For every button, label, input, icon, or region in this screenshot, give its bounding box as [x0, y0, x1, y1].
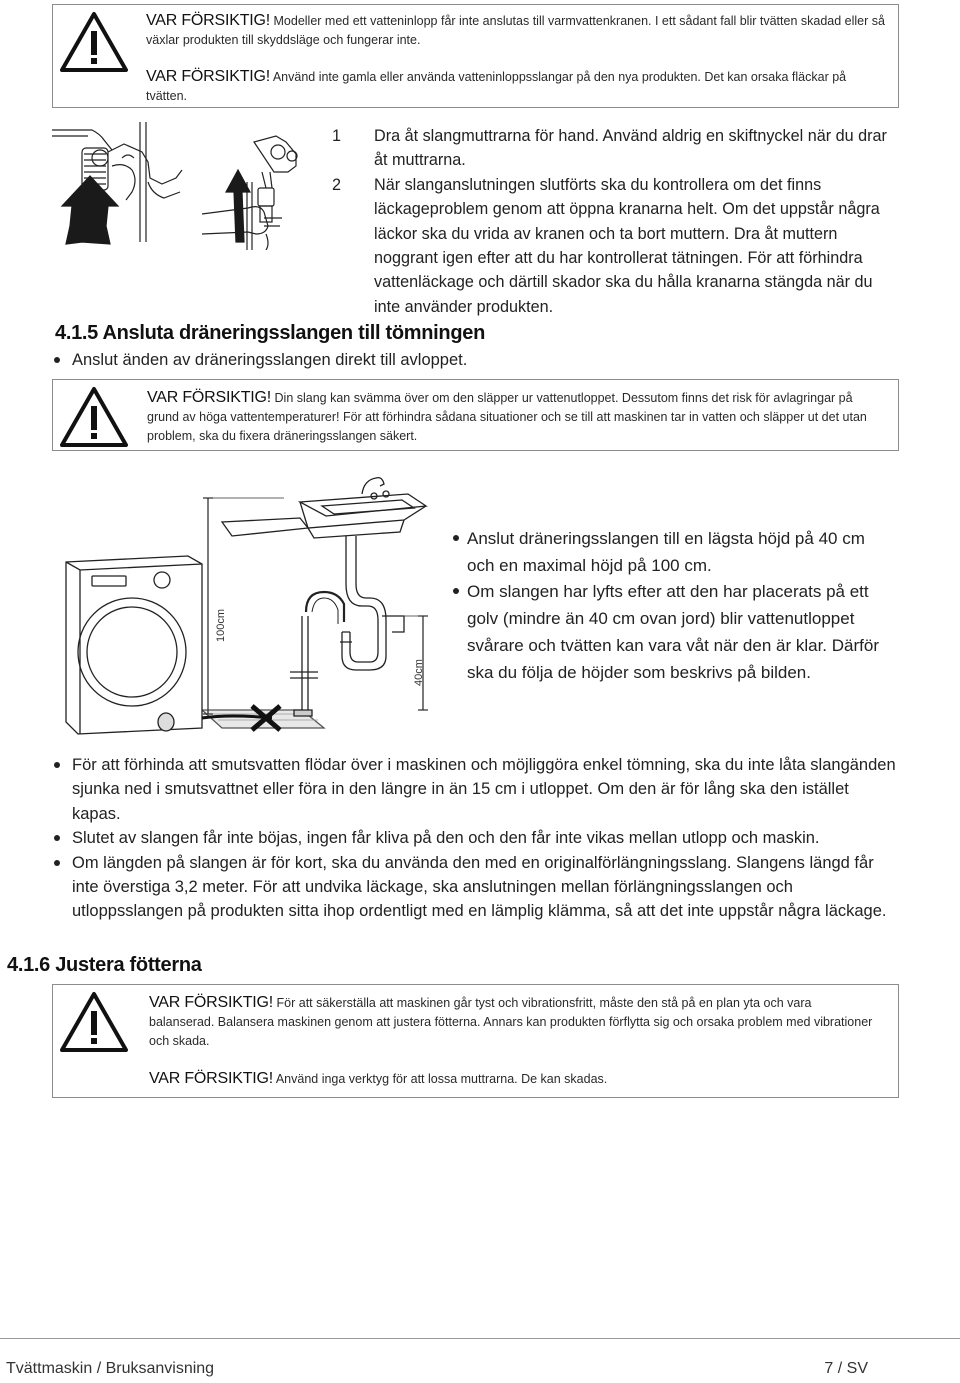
section-heading-4-1-5: 4.1.5 Ansluta dräneringsslangen till tömningen — [55, 322, 485, 344]
step-text: När slanganslutningen slutförts ska du kontrollera om det finns läckageproblem genom att öppna kranarna helt. Om det uppstår några läckor ska du vrida av kranen och ta bort muttern. Dra åt muttern noggrant igen efter att du har kontrollerat tätningen. För att förhindra vattenläckage och därtill skador ska du hålla kranarna stängda när du inte använder produkten. — [374, 175, 880, 316]
warning-triangle-icon — [59, 991, 129, 1053]
section-4-1-5-bullets — [52, 348, 612, 372]
warning-label: VAR FÖRSIKTIG! — [149, 994, 274, 1011]
warning-label: VAR FÖRSIKTIG! — [147, 389, 272, 406]
height-label-100cm: 100cm — [215, 608, 227, 642]
warning-label: VAR FÖRSIKTIG! — [149, 1070, 274, 1087]
warning-label: VAR FÖRSIKTIG! — [146, 12, 271, 29]
warning-text: Använd inte gamla eller använda vatteninloppsslangar på den nya produkten. Det kan orsaka fläckar på tvätten. — [146, 70, 847, 103]
drain-hose-bullets — [52, 753, 902, 924]
drain-height-diagram — [62, 466, 440, 738]
footer-divider — [0, 1338, 960, 1339]
warning-text: För att säkerställa att maskinen går tyst och vibrationsfritt, måste den stå på en plan yta och vara balanserad. Balansera maskinen genom att justera fötterna. Annars kan produkten förflytta sig och orsaka problem med vibrationer och skada. — [149, 996, 873, 1048]
list-item: Anslut dräneringsslangen till en lägsta höjd på 40 cm och en maximal höjd på 100 cm. — [451, 526, 891, 579]
section-heading-4-1-6: 4.1.6 Justera fötterna — [7, 954, 202, 976]
step-number: 2 — [332, 175, 342, 194]
warning-text: Din slang kan svämma över om den släpper ur vattenutloppet. Dessutom finns det risk för avlagringar på grund av höga vattentemperaturer! För att förhindra sådana situationer och se till att maskinen tar in vatten och släpper ut det utan problem, ska du fixera dräneringsslangen säkert. — [147, 391, 867, 443]
list-item: Slutet av slangen får inte böjas, ingen får kliva på den och den får inte vikas mellan utlopp och maskin. — [52, 826, 902, 850]
page-number: 7 / SV — [824, 1360, 868, 1377]
footer-title: Tvättmaskin / Bruksanvisning — [6, 1360, 215, 1377]
warning-label: VAR FÖRSIKTIG! — [146, 68, 271, 85]
step-list — [332, 124, 902, 319]
step-number: 1 — [332, 127, 342, 145]
warning-text: Modeller med ett vatteninlopp får inte anslutas till varmvattenkranen. I ett sådant fall blir tvätten skadad eller så växlar produkten till skyddsläge och fungerar inte. — [146, 14, 885, 47]
list-item: Anslut änden av dräneringsslangen direkt till avloppet. — [52, 348, 612, 372]
step-item — [332, 124, 902, 173]
hose-tightening-illustration — [52, 122, 327, 250]
list-item: Om längden på slangen är för kort, ska du använda den med en originalförlängningsslang. Slangens längd får inte överstiga 3,2 meter. För att undvika läckage, ska anslutningen mellan förlängningsslangen och utloppsslangen på produkten sitta ihop ordentligt med en lämplig klämma, så att det inte uppstår några läckage. — [52, 851, 902, 924]
height-label-40cm: 40cm — [413, 659, 425, 686]
list-item: Om slangen har lyfts efter att den har placerats på ett golv (mindre än 40 cm ovan jord) blir vattenutloppet svårare och tvätten kan vara våt när den är klar. Därför ska du följa de höjder som beskrivs på bilden. — [451, 579, 891, 686]
warning-text: Använd inga verktyg för att lossa muttrarna. De kan skadas. — [275, 1072, 608, 1086]
step-item — [332, 173, 902, 319]
warning-box-3 — [52, 984, 899, 1098]
warning-box-2 — [52, 379, 899, 451]
list-item: För att förhinda att smutsvatten flödar över i maskinen och möjliggöra enkel tömning, ska du inte låta slangänden sjunka ned i smutsvattnet eller föra in den längre in än 15 cm i utloppet. Om den är för lång ska den istället kapas. — [52, 753, 902, 826]
warning-triangle-icon — [59, 386, 129, 448]
warning-box-1 — [52, 4, 899, 108]
drain-height-bullets — [451, 526, 891, 686]
step-text: Dra åt slangmuttrarna för hand. Använd aldrig en skiftnyckel när du drar åt muttrarna. — [374, 127, 887, 170]
warning-triangle-icon — [59, 11, 129, 73]
